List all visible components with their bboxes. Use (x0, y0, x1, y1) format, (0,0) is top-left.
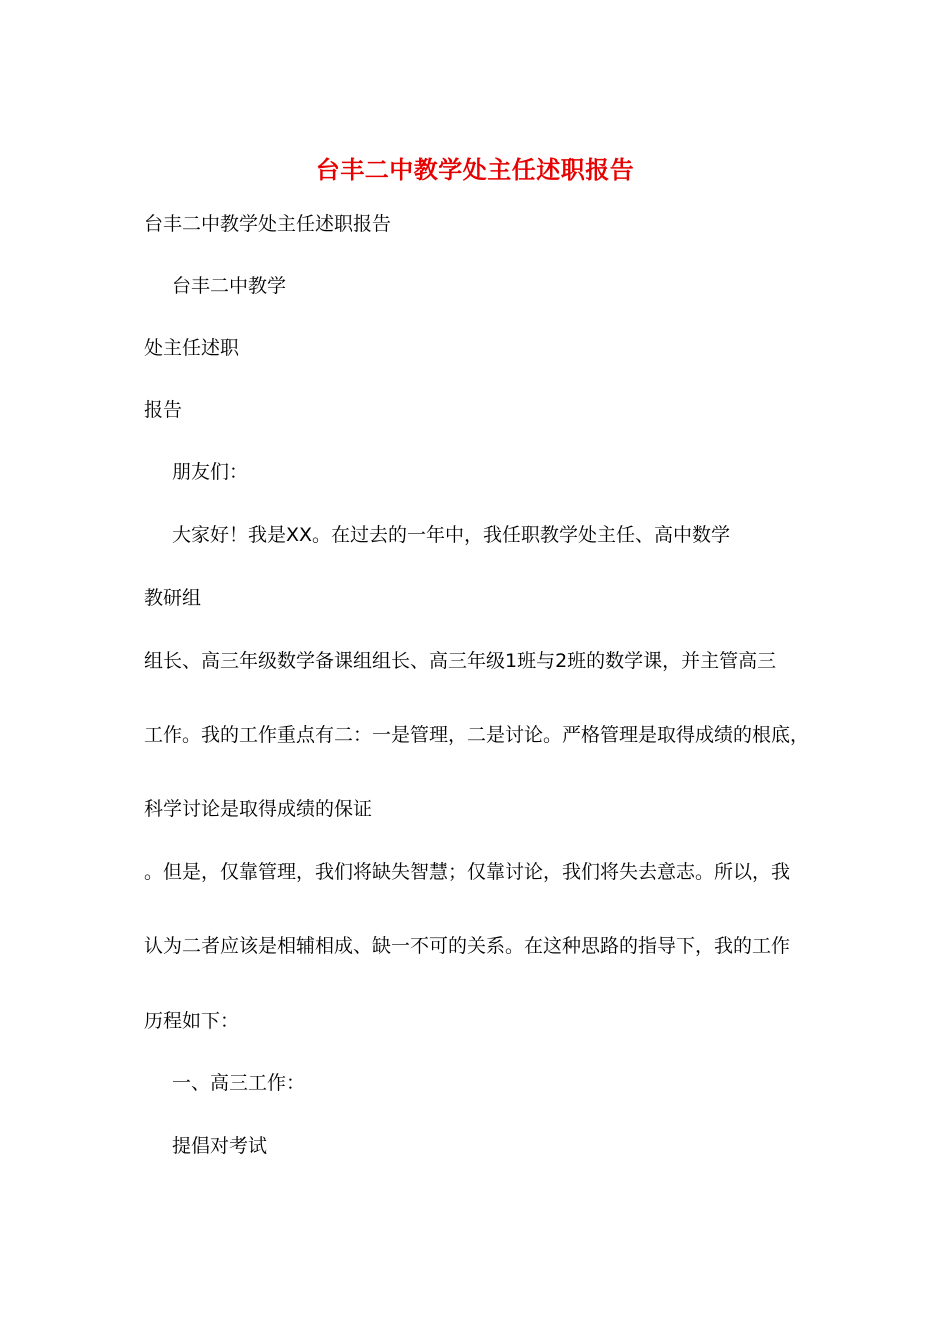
section-heading: 一、高三工作： (172, 1072, 306, 1094)
paragraph: 提倡对考试 (172, 1135, 268, 1157)
paragraph: 工作。我的工作重点有二：一是管理，二是讨论。严格管理是取得成绩的根底， (144, 724, 810, 746)
paragraph: 教研组 (144, 587, 202, 609)
paragraph: 。但是，仅靠管理，我们将缺失智慧；仅靠讨论，我们将失去意志。所以，我 (144, 861, 791, 883)
paragraph: 报告 (144, 399, 183, 421)
paragraph: 大家好！我是XX。在过去的一年中，我任职教学处主任、高中数学 (172, 524, 731, 546)
paragraph: 历程如下： (144, 1010, 240, 1032)
paragraph: 台丰二中教学 (172, 275, 287, 297)
paragraph-salutation: 朋友们： (172, 461, 249, 483)
paragraph: 认为二者应该是相辅相成、缺一不可的关系。在这种思路的指导下，我的工作 (144, 935, 791, 957)
paragraph: 处主任述职 (144, 337, 240, 359)
page-title: 台丰二中教学处主任述职报告 (315, 156, 635, 184)
paragraph: 组长、高三年级数学备课组组长、高三年级1班与2班的数学课，并主管高三 (144, 650, 777, 672)
paragraph-subtitle: 台丰二中教学处主任述职报告 (144, 213, 392, 235)
paragraph: 科学讨论是取得成绩的保证 (144, 798, 373, 820)
